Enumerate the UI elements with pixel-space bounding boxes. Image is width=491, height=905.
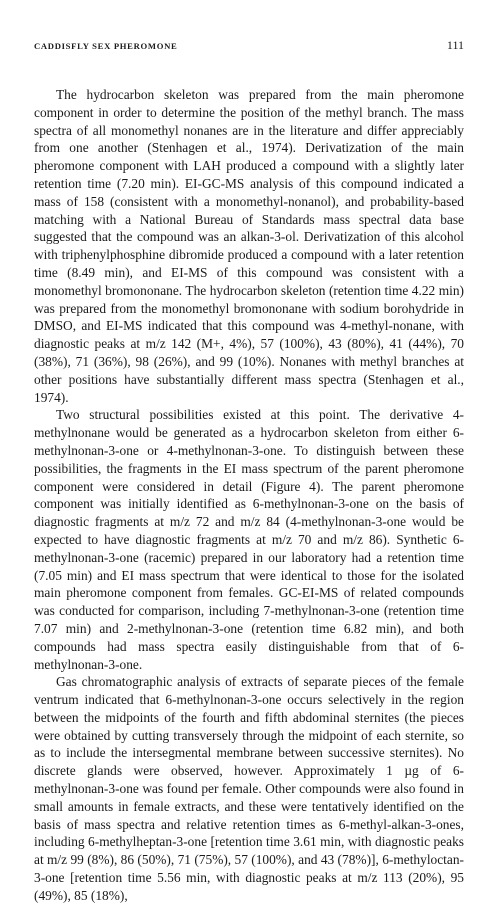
paragraph: Gas chromatographic analysis of extracts of separate pieces of the female ventrum indicated that 6-methylnonan-3-one occurs selectively in the region between the midpoints of the fourth and fifth abdominal sternites (the pieces were obtained by cutting transversely through the midpoint of each sternite, so as to include the intersegmental membrane between successive sternites). No discrete glands were observed, however. Approximately 1 µg of 6-methylnonan-3-one was found per female. Other compounds were also found in small amounts in female extracts, and these were tentatively identified on the basis of mass spectra and relative retention times as 6-methyl-alkan-3-ones, including 6-methylheptan-3-one [retention time 3.61 min, with diagnostic peaks at m/z 99 (8%), 86 (50%), 71 (75%), 57 (100%), and 43 (78%)], 6-methyloctan-3-one [retention time 5.56 min, with diagnostic peaks at m/z 113 (20%), 95 (49%), 85 (18%), <box>34 674 464 903</box>
body-text <box>34 86 464 905</box>
running-head <box>34 38 464 60</box>
paragraph: The hydrocarbon skeleton was prepared from the main pheromone component in order to determine the position of the methyl branch. The mass spectra of all monomethyl nonanes are in the literature and differ appreciably from one another (Stenhagen et al., 1974). Derivatization of the main pheromone component with LAH produced a compound with a slightly later retention time (7.20 min). EI-GC-MS analysis of this compound indicated a mass of 158 (consistent with a monomethyl-nonanol), and probability-based matching with a National Bureau of Standards mass spectral data base suggested that the compound was an alkan-3-ol. Derivatization of this alcohol with triphenylphosphine dibromide produced a compound with a later retention time (8.49 min), and EI-MS of this compound was consistent with a monomethyl bromononane. The hydrocarbon skeleton (retention time 4.22 min) was prepared from the monomethyl bromononane with sodium borohydride in DMSO, and EI-MS indicated that this compound was 4-methyl-nonane, with diagnostic peaks at m/z 142 (M+, 4%), 57 (100%), 43 (80%), 41 (44%), 70 (38%), 71 (36%), 98 (26%), and 99 (10%). Nonanes with methyl branches at other positions have substantially different mass spectra (Stenhagen et al., 1974). <box>34 87 464 405</box>
page-number: 111 <box>446 38 464 52</box>
running-title: CADDISFLY SEX PHEROMONE <box>34 41 178 51</box>
paragraph: Two structural possibilities existed at this point. The derivative 4-methylnonane would be generated as a hydrocarbon skeleton from either 6-methylnonan-3-one or 4-methylnonan-3-one. To distinguish between these possibilities, the fragments in the EI mass spectrum of the parent pheromone component were considered in detail (Figure 4). The parent pheromone component was initially identified as 6-methylnonan-3-one on the basis of diagnostic fragments at m/z 72 and m/z 84 (4-methylnonan-3-one would be expected to have diagnostic fragments at m/z 70 and m/z 86). Synthetic 6-methylnonan-3-one (racemic) prepared in our laboratory had a retention time (7.05 min) and EI mass spectrum that were identical to those for the isolated main pheromone component from females. GC-EI-MS of related compounds was conducted for comparison, including 7-methylnonan-3-one (retention time 7.07 min) and 2-methylnonan-3-one (retention time 6.82 min), and both compounds had mass spectra easily distinguishable from that of 6-methylnonan-3-one. <box>34 407 464 672</box>
journal-page <box>34 38 464 905</box>
